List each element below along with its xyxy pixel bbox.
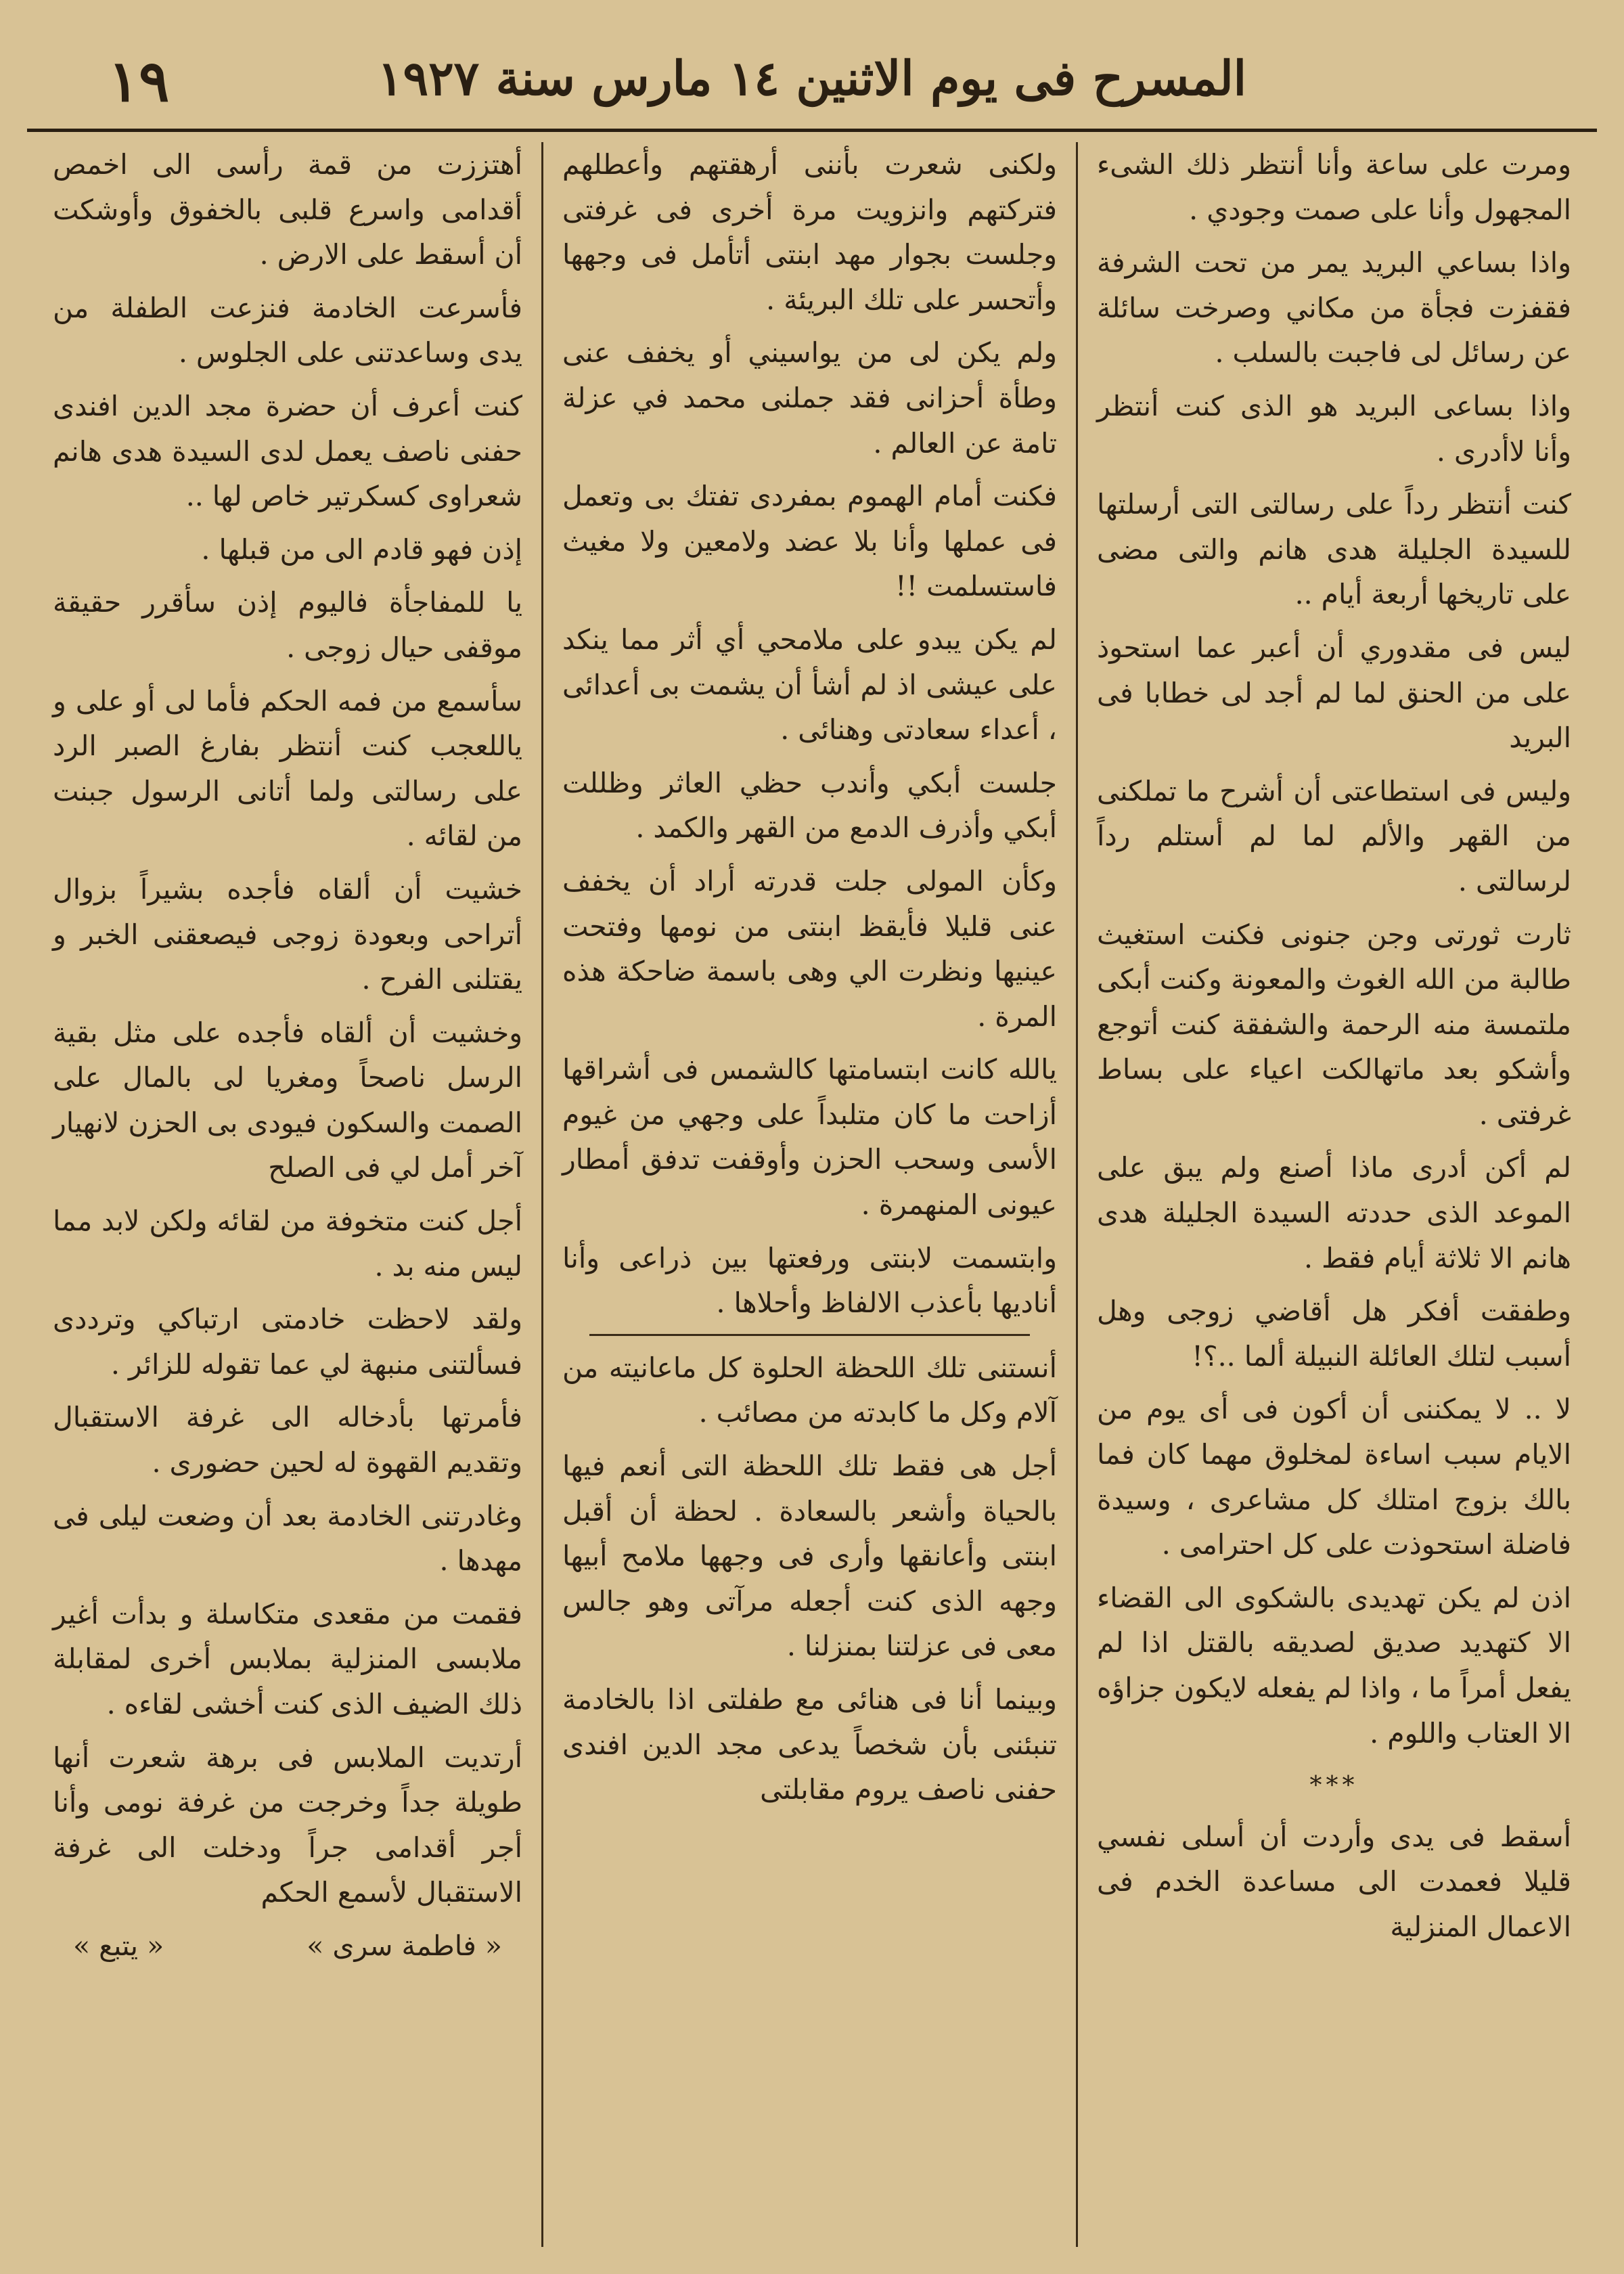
paragraph: يا للمفاجأة فاليوم إذن سأقرر حقيقة موقفى حيال زوجى . — [53, 586, 522, 664]
article-columns — [34, 142, 1590, 2247]
paragraph: أهتززت من قمة رأسى الى اخمص أقدامى واسرع قلبى بالخفوق وأوشكت أن أسقط على الارض . — [53, 148, 522, 271]
signature-row — [53, 1923, 522, 1969]
paragraph: وليس فى استطاعتى أن أشرح ما تملكنى من القهر والألم لما لم أستلم رداً لرسالتى . — [1097, 774, 1571, 897]
paragraph: كنت أنتظر رداً على رسالتى التى أرسلتها للسيدة الجليلة هدى هانم والتى مضى على تاريخها أربعة أيام .. — [1097, 488, 1571, 611]
masthead-title: المسرح فى يوم الاثنين ١٤ مارس سنة ١٩٢٧ — [377, 50, 1247, 106]
page-number: ١٩ — [108, 47, 170, 114]
paragraph: يالله كانت ابتسامتها كالشمس فى أشراقها أزاحت ما كان متلبداً على وجهي من غيوم الأسى وسحب الحزن وأوقفت تدفق أمطار عيونى المنهمرة . — [562, 1053, 1057, 1222]
column-middle — [541, 142, 1076, 2247]
paragraph: أنستنى تلك اللحظة الحلوة كل ماعانيته من آلام وكل ما كابدته من مصائب . — [562, 1351, 1057, 1429]
paragraph: فأسرعت الخادمة فنزعت الطفلة من يدى وساعدتنى على الجلوس . — [53, 291, 522, 370]
author-signature: « فاطمة سرى » — [307, 1929, 502, 1962]
paragraph: وابتسمت لابنتى ورفعتها بين ذراعى وأنا أناديها بأعذب الالفاظ وأحلاها . — [562, 1241, 1057, 1320]
column-right — [1076, 142, 1590, 2247]
paragraph: أجل هى فقط تلك اللحظة التى أنعم فيها بالحياة وأشعر بالسعادة . لحظة أن أقبل ابنتى وأعانقها وأرى فى وجهها ملامح أبيها وجهه الذى كنت أجعله مرآتى وهو جالس معى فى عزلتنا بمنزلنا . — [562, 1450, 1057, 1663]
page-header — [27, 41, 1597, 115]
column-left — [34, 142, 541, 2247]
paragraph: اذن لم يكن تهديدى بالشكوى الى القضاء الا كتهديد صديق لصديقه بالقتل اذا لم يفعل أمراً ما ، واذا لم يفعله لايكون جزاؤه الا العتاب واللوم . — [1097, 1581, 1571, 1749]
continued-note: « يتبع » — [73, 1929, 164, 1962]
column-rule — [589, 1334, 1030, 1336]
paragraph: واذا بساعى البريد هو الذى كنت أنتظر وأنا لاأدرى . — [1097, 389, 1571, 468]
paragraph: فأمرتها بأدخاله الى غرفة الاستقبال وتقديم القهوة له لحين حضورى . — [53, 1401, 522, 1479]
paragraph: جلست أبكي وأندب حظي العاثر وظللت أبكي وأذرف الدمع من القهر والكمد . — [562, 766, 1057, 845]
section-separator: *** — [1309, 1772, 1359, 1800]
paragraph: ومرت على ساعة وأنا أنتظر ذلك الشىء المجهول وأنا على صمت وجودي . — [1097, 148, 1571, 226]
paragraph: ولكنى شعرت بأننى أرهقتهم وأعطلهم فتركتهم وانزويت مرة أخرى فى غرفتى وجلست بجوار مهد ابنتى أتأمل فى وجهها وأتحسر على تلك البريئة . — [562, 148, 1057, 316]
header-divider — [27, 129, 1597, 132]
paragraph: سأسمع من فمه الحكم فأما لى أو على و ياللعجب كنت أنتظر بفارغ الصبر الرد على رسالتى ولما أتانى الرسول جبنت من لقائه . — [53, 684, 522, 853]
paragraph: وكأن المولى جلت قدرته أراد أن يخفف عنى قليلا فأيقظ ابنتى من نومها وفتحت عينيها ونظرت الي وهى باسمة ضاحكة هذه المرة . — [562, 864, 1057, 1033]
paragraph: لم أكن أدرى ماذا أصنع ولم يبق على الموعد الذى حددته السيدة الجليلة هدى هانم الا ثلاثة أيام فقط . — [1097, 1151, 1571, 1274]
paragraph: واذا بساعي البريد يمر من تحت الشرفة فقفزت فجأة من مكاني وصرخت سائلة عن رسائل لى فاجبت بالسلب . — [1097, 246, 1571, 370]
paragraph: ثارت ثورتى وجن جنونى فكنت استغيث طالبة من الله الغوث والمعونة وكنت أبكى ملتمسة منه الرحمة والشفقة كنت أتوجع وأشكو بعد ماتهالكت اعياء على بساط غرفتى . — [1097, 918, 1571, 1131]
paragraph: وطفقت أفكر هل أقاضي زوجى وهل أسبب لتلك العائلة النبيلة ألما ..؟! — [1097, 1295, 1571, 1373]
paragraph: خشيت أن ألقاه فأجده بشيراً بزوال أتراحى وبعودة زوجى فيصعقنى الخبر و يقتلنى الفرح . — [53, 872, 522, 996]
paragraph: أجل كنت متخوفة من لقائه ولكن لابد مما ليس منه بد . — [53, 1205, 522, 1283]
paragraph: ولقد لاحظت خادمتى ارتباكي وترددى فسألتنى منبهة لي عما تقوله للزائر . — [53, 1303, 522, 1381]
paragraph: وخشيت أن ألقاه فأجده على مثل بقية الرسل ناصحاً ومغريا لى بالمال على الصمت والسكون فيودى بى الحزن لانهيار آخر أمل لي فى الصلح — [53, 1016, 522, 1184]
paragraph: وبينما أنا فى هنائى مع طفلتى اذا بالخادمة تنبئنى بأن شخصاً يدعى مجد الدين افندى حفنى ناصف يروم مقابلتى — [562, 1683, 1057, 1806]
paragraph: لا .. لا يمكننى أن أكون فى أى يوم من الايام سبب اساءة لمخلوق مهما كان فما بالك بزوج امتلك كل مشاعرى ، وسيدة فاضلة استحوذت على كل احترامى . — [1097, 1393, 1571, 1561]
paragraph: وغادرتنى الخادمة بعد أن وضعت ليلى فى مهدها . — [53, 1499, 522, 1578]
paragraph: فقمت من مقعدى متكاسلة و بدأت أغير ملابسى المنزلية بملابس أخرى لمقابلة ذلك الضيف الذى كنت أخشى لقاءه . — [53, 1597, 522, 1720]
paragraph: ليس فى مقدوري أن أعبر عما استحوذ على من الحنق لما لم أجد لى خطابا فى البريد — [1097, 631, 1571, 755]
paragraph: فكنت أمام الهموم بمفردى تفتك بى وتعمل فى عملها وأنا بلا عضد ولامعين ولا مغيث فاستسلمت !! — [562, 480, 1057, 603]
paragraph: أرتديت الملابس فى برهة شعرت أنها طويلة جداً وخرجت من غرفة نومى وأنا أجر أقدامى جراً ودخلت الى غرفة الاستقبال لأسمع الحكم — [53, 1741, 522, 1909]
paragraph: لم يكن يبدو على ملامحي أي أثر مما ينكد على عيشى اذ لم أشأ أن يشمت بى أعدائى ، أعداء سعادتى وهنائى . — [562, 623, 1057, 746]
paragraph: كنت أعرف أن حضرة مجد الدين افندى حفنى ناصف يعمل لدى السيدة هدى هانم شعراوى كسكرتير خاص لها .. — [53, 389, 522, 513]
paragraph: أسقط فى يدى وأردت أن أسلى نفسي قليلا فعمدت الى مساعدة الخدم فى الاعمال المنزلية — [1097, 1820, 1571, 1943]
paragraph: إذن فهو قادم الى من قبلها . — [201, 533, 522, 566]
paragraph: ولم يكن لى من يواسيني أو يخفف عنى وطأة أحزانى فقد جملنى محمد في عزلة تامة عن العالم . — [562, 336, 1057, 460]
